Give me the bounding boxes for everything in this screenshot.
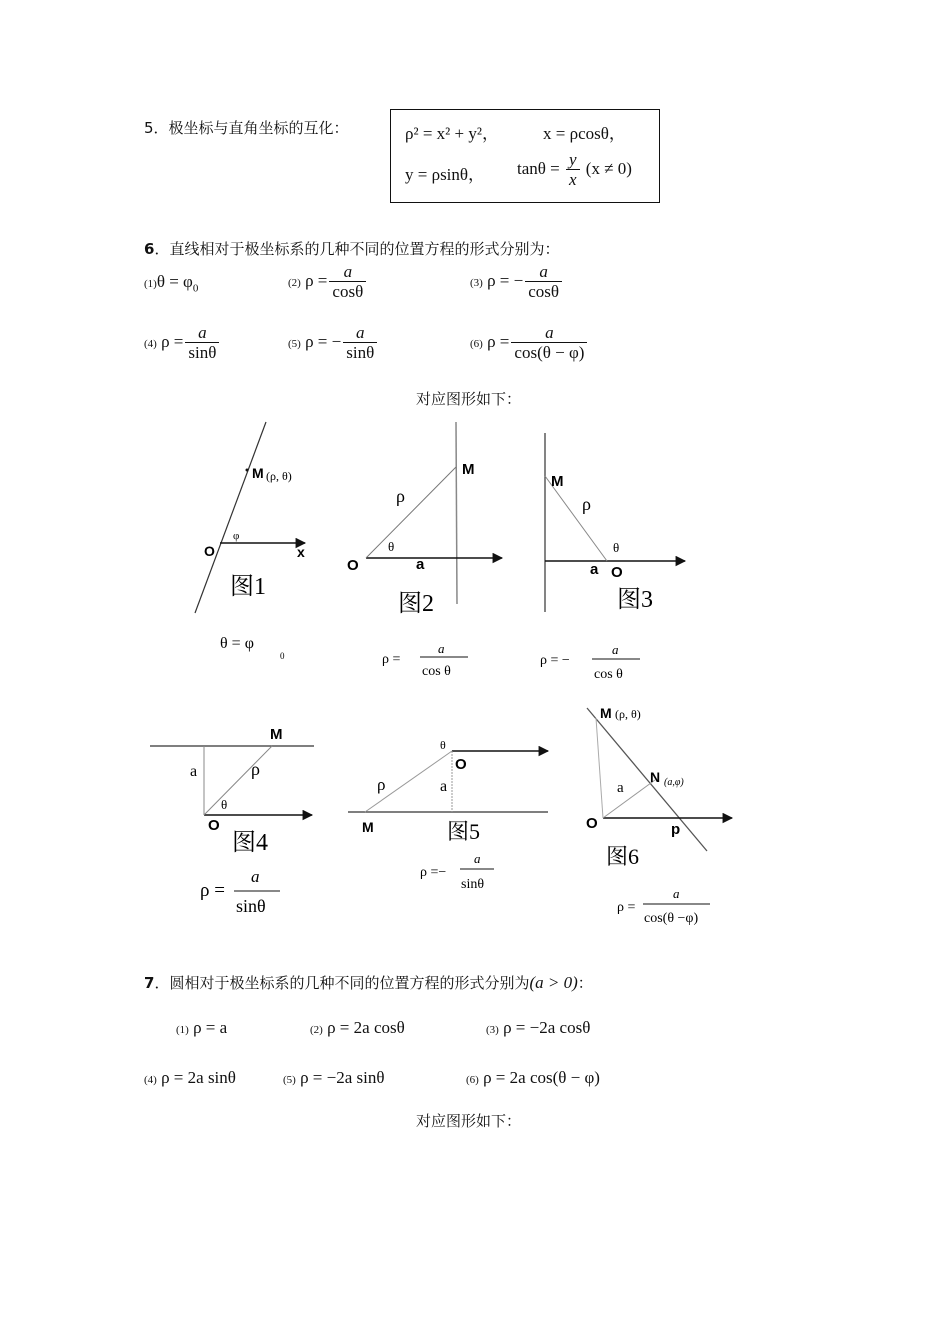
eq-den: cos(θ − φ): [511, 342, 587, 363]
figure-6: [586, 705, 732, 926]
fig4-num: a: [251, 867, 260, 886]
fig6-title: 图6: [606, 844, 640, 869]
fig6-label-a: a: [617, 780, 624, 796]
eq-body: ρ = −2a cosθ: [503, 1018, 591, 1037]
fig4-label-theta: θ: [221, 797, 228, 812]
section-7-text: ．圆相对于极坐标系的几种不同的位置方程的形式分别为: [154, 974, 530, 992]
fig2-label-m: M: [462, 461, 475, 478]
eq-lhs: ρ =: [487, 331, 510, 351]
eq-lhs: ρ = −: [487, 270, 524, 290]
eq-tag: (2): [310, 1024, 323, 1036]
eq-tag: (3): [486, 1024, 499, 1036]
eq-tag: (1): [176, 1024, 189, 1036]
fig5-label-theta: θ: [440, 738, 446, 752]
eq-lhs: ρ =: [161, 331, 184, 351]
fig2-title: 图2: [398, 591, 434, 617]
fig5-label-a: a: [440, 778, 448, 795]
fig6-label-m: M: [600, 705, 612, 721]
figure-3: [540, 433, 685, 682]
fig3-den: cos θ: [594, 667, 623, 682]
section-5-label: 5．极坐标与直角坐标的互化：: [144, 119, 349, 137]
eq-body: ρ = 2a cosθ: [327, 1018, 405, 1037]
circle-eq-1: [176, 1018, 227, 1038]
circle-eq-3: [486, 1018, 590, 1038]
fig5-den: sinθ: [461, 877, 485, 892]
eq-tag: (6): [466, 1074, 479, 1086]
fig6-line: [587, 708, 707, 851]
figure-4: [150, 726, 314, 916]
eq-body: ρ = 2a cos(θ − φ): [483, 1068, 600, 1087]
eq-den: sinθ: [185, 342, 219, 363]
fig3-lhs: ρ = −: [540, 653, 570, 668]
fig1-title: 图1: [230, 574, 266, 600]
eq-num: a: [343, 262, 353, 281]
circle-eq-4: [144, 1068, 236, 1088]
eq-tag: (1): [144, 278, 157, 290]
eq-num: a: [355, 323, 365, 342]
formula-rho-squared: ρ² = x² + y²，: [405, 124, 499, 143]
fig5-num: a: [474, 851, 481, 866]
fig6-ncoord: (a,φ): [664, 777, 684, 788]
eq-body: ρ = 2a sinθ: [161, 1068, 236, 1087]
fig6-den: cos(θ −φ): [644, 911, 699, 926]
eq-lhs: ρ = −: [305, 331, 342, 351]
eq-tag: (6): [470, 337, 483, 350]
formula-y: y = ρsinθ，: [405, 165, 486, 184]
eq-tag: (5): [283, 1074, 296, 1086]
fig5-lhs: ρ =−: [420, 865, 447, 880]
eq-den: cosθ: [329, 281, 366, 302]
fig3-label-a: a: [590, 561, 599, 578]
tan-denominator: x: [566, 169, 580, 190]
section-7-title: [144, 972, 593, 993]
section-7-tail: ：: [577, 974, 593, 992]
fig6-label-o: O: [586, 815, 598, 832]
fig4-label-rho: ρ: [251, 759, 260, 779]
fig1-label-m: M: [252, 465, 264, 481]
fig4-label-a: a: [190, 763, 198, 780]
fig1-formula-sub: 0: [280, 651, 285, 661]
fig1-phi: φ: [233, 530, 240, 542]
eq-tag: (5): [288, 337, 301, 350]
fig4-den: sinθ: [236, 896, 266, 916]
eq-den: cosθ: [525, 281, 562, 302]
fig1-point-m: [246, 469, 249, 472]
fig3-label-m: M: [551, 473, 564, 490]
eq-body: ρ = −2a sinθ: [300, 1068, 385, 1087]
fig4-title: 图4: [232, 830, 268, 856]
fig3-title: 图3: [617, 587, 653, 613]
fig1-label-x: x: [297, 544, 305, 560]
fig5-label-m: M: [362, 819, 374, 835]
fig2-label-o: O: [347, 557, 359, 574]
figures-caption-6: 对应图形如下：: [416, 390, 522, 408]
section-6-number: 6: [144, 240, 155, 258]
section-7-condition: (a > 0): [529, 973, 578, 992]
circle-eq-6: [466, 1068, 600, 1088]
fig4-lhs: ρ =: [200, 880, 225, 901]
eq-sub: 0: [192, 282, 199, 295]
fig2-lhs: ρ =: [382, 652, 401, 667]
eq-num: a: [539, 262, 548, 281]
eq-body: θ = φ: [156, 272, 193, 291]
tan-lhs: tanθ =: [517, 158, 560, 178]
fig5-label-o: O: [455, 756, 467, 773]
fig2-label-theta: θ: [388, 539, 395, 554]
fig2-num: a: [438, 641, 445, 656]
eq-tag: (4): [144, 337, 157, 350]
fig5-title: 图5: [447, 819, 481, 844]
fig5-label-rho: ρ: [377, 775, 386, 794]
eq-num: a: [545, 323, 554, 342]
formula-x: x = ρcosθ，: [543, 124, 626, 143]
tan-numerator: y: [569, 150, 577, 169]
fig2-label-a: a: [416, 556, 425, 573]
fig4-rho-segment: [204, 746, 272, 815]
eq-num: a: [198, 323, 207, 342]
fig1-label-o: O: [204, 543, 215, 559]
fig1-coord: (ρ, θ): [266, 469, 292, 483]
fig4-label-o: O: [208, 817, 220, 834]
circle-eq-5: [283, 1068, 385, 1088]
fig3-label-theta: θ: [613, 540, 620, 555]
eq-den: sinθ: [343, 342, 377, 363]
eq-tag: (2): [288, 276, 301, 289]
fig6-normal-segment: [603, 780, 655, 818]
fig6-coord: (ρ, θ): [615, 707, 641, 721]
section-6-text: ．直线相对于极坐标系的几种不同的位置方程的形式分别为：: [154, 240, 560, 258]
fig3-label-o: O: [611, 564, 623, 581]
eq-tag: (3): [470, 276, 483, 289]
fig3-label-rho: ρ: [582, 494, 591, 514]
fig3-num: a: [612, 642, 619, 657]
tan-condition: (x ≠ 0): [585, 158, 632, 178]
fig1-formula: θ = φ: [220, 635, 254, 652]
eq-lhs: ρ =: [305, 270, 328, 290]
fig6-num: a: [673, 886, 680, 901]
circle-eq-2: [310, 1018, 405, 1038]
fig2-vertical-line: [456, 422, 457, 604]
fig6-rho-segment: [596, 718, 603, 818]
fig2-rho-segment: [366, 467, 456, 558]
fig6-lhs: ρ =: [617, 900, 636, 915]
fig4-label-m: M: [270, 726, 283, 743]
section-7-number: 7: [144, 974, 155, 992]
fig6-label-p: p: [671, 821, 681, 838]
figure-2: [347, 422, 502, 679]
eq-body: ρ = a: [193, 1018, 228, 1037]
fig6-label-n: N: [650, 769, 661, 785]
fig2-den: cos θ: [422, 664, 451, 679]
eq-tag: (4): [144, 1074, 157, 1086]
figures-caption-7: 对应图形如下：: [416, 1112, 522, 1130]
fig2-label-rho: ρ: [396, 486, 405, 506]
figure-5: [348, 738, 548, 892]
figure-1: [195, 422, 305, 661]
